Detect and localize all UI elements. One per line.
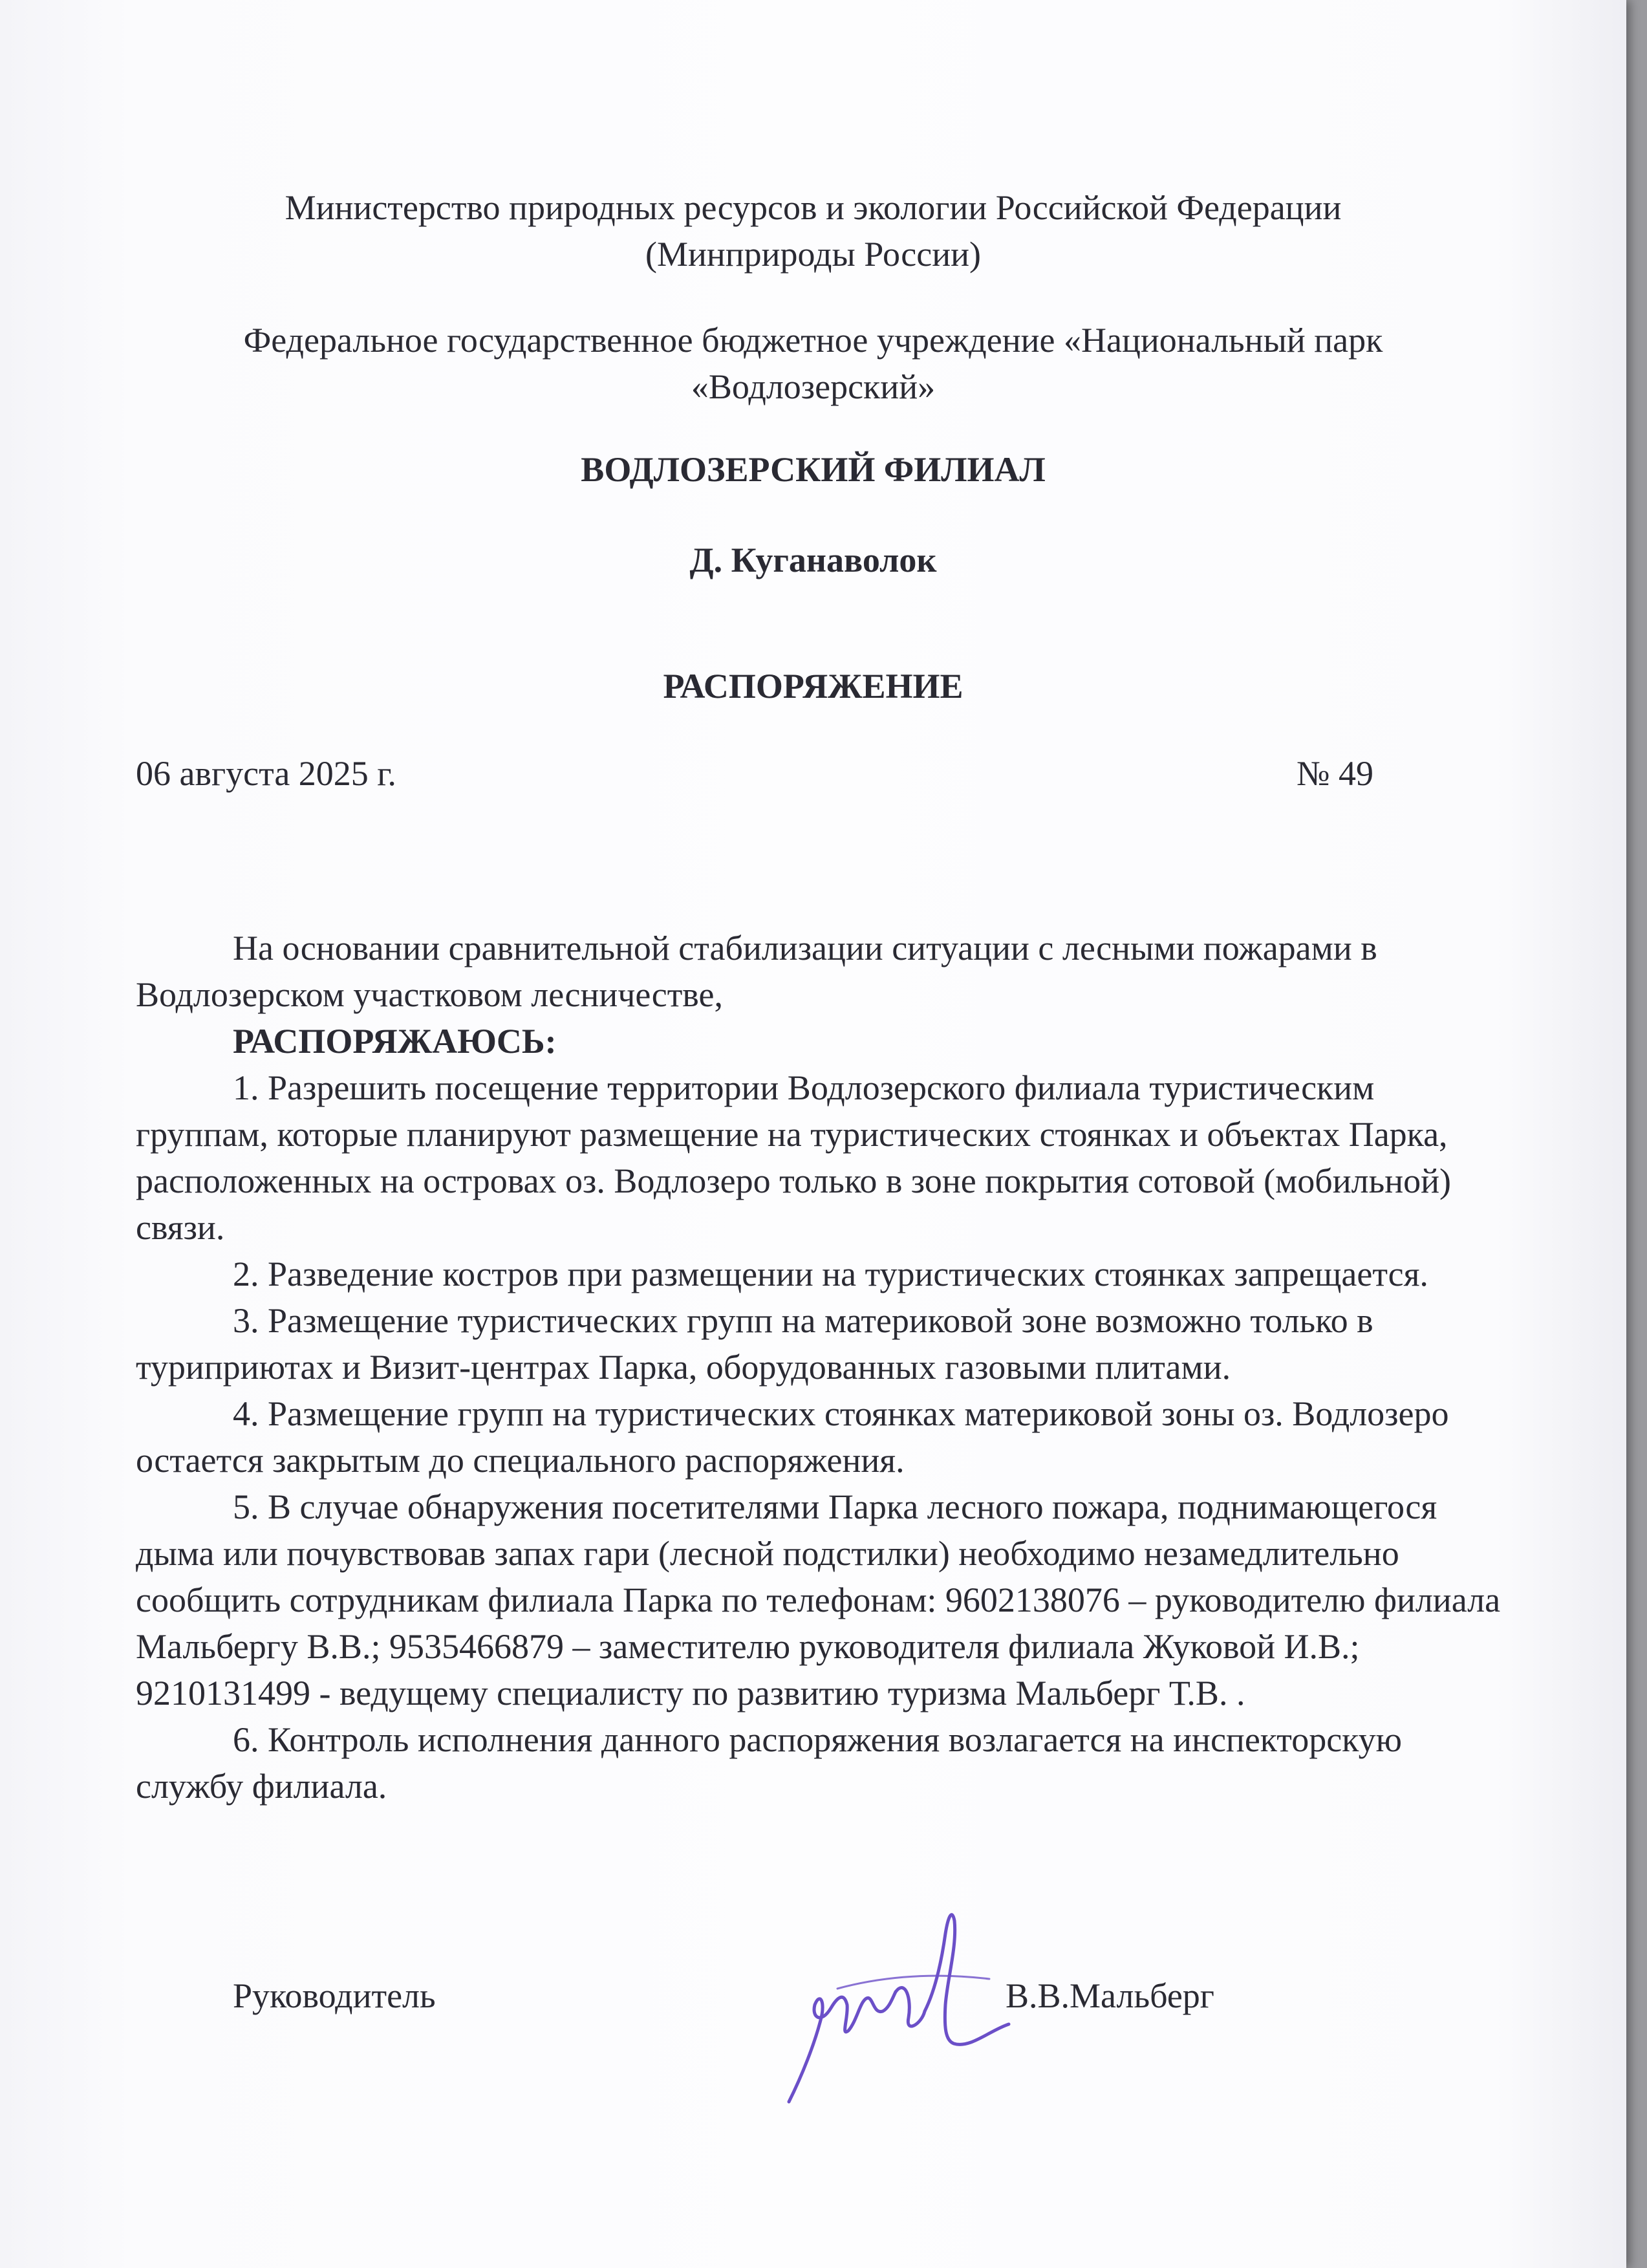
order-item: 4. Размещение групп на туристических стоянках материковой зоны оз. Водлозеро остается закрытым до специального распоряжения. (136, 1394, 1449, 1480)
signature-strokes (789, 1915, 1009, 2102)
preamble: На основании сравнительной стабилизации ситуации с лесными пожарами в Водлозерском участковом лесничестве, (136, 929, 1377, 1014)
order-word: РАСПОРЯЖАЮСЬ: (233, 1022, 557, 1061)
order-item: 2. Разведение костров при размещении на туристических стоянках запрещается. (233, 1255, 1428, 1293)
order-item: 6. Контроль исполнения данного распоряжения возлагается на инспекторскую службу филиала. (136, 1720, 1402, 1806)
ministry-short-name: (Минприроды России) (645, 235, 982, 274)
branch-title: ВОДЛОЗЕРСКИЙ ФИЛИАЛ (581, 450, 1046, 489)
document-date: 06 августа 2025 г. (136, 754, 396, 793)
order-item: 3. Размещение туристических групп на материковой зоне возможно только в туриприютах и Визит-центрах Парка, оборудованных газовыми плитами. (136, 1301, 1373, 1387)
order-item: 5. В случае обнаружения посетителями Парка лесного пожара, поднимающегося дыма или почувствовав запах гари (лесной подстилки) необходимо незамедлительно сообщить сотрудникам филиала Парка по телефонам: 9602138076 – руководителю филиала Мальбергу В.В.; 9535466879 – заместителю руководителя филиала Жуковой И.В.; 9210131499 - ведущему специалисту по развитию туризма Мальберг Т.В. . (136, 1487, 1501, 1712)
document-number: № 49 (1297, 754, 1374, 793)
location: Д. Куганаволок (689, 541, 937, 579)
order-item: 1. Разрешить посещение территории Водлозерского филиала туристическим группам, которые планируют размещение на туристических стоянках и объектах Парка, расположенных на островах оз. Водлозеро только в зоне покрытия сотовой (мобильной) связи. (136, 1068, 1451, 1247)
ministry-name: Министерство природных ресурсов и экологии Российской Федерации (285, 188, 1342, 227)
signer-name: В.В.Мальберг (1006, 1976, 1214, 2015)
document-type: РАСПОРЯЖЕНИЕ (663, 667, 963, 706)
signer-position: Руководитель (233, 1976, 436, 2015)
document-body (136, 925, 1513, 1809)
handwritten-signature (776, 1895, 1022, 2115)
institution-name: Федеральное государственное бюджетное учреждение «Национальный парк (243, 321, 1383, 360)
institution-name-cont: «Водлозерский» (691, 367, 936, 406)
